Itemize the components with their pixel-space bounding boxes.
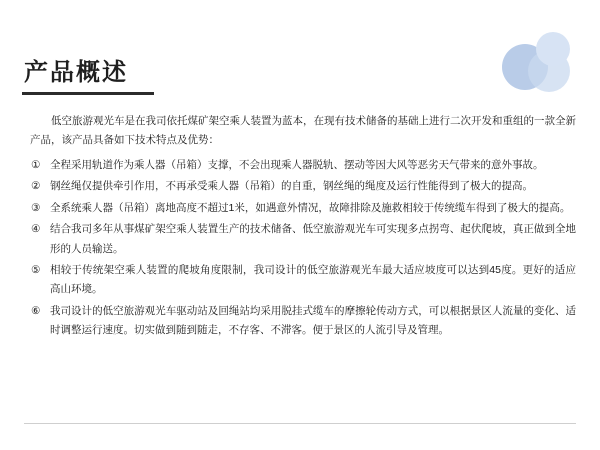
page-title: 产品概述: [24, 58, 128, 86]
slide-body: [30, 112, 576, 343]
list-item-text: 结合我司多年从事煤矿架空乘人装置生产的技术储备、低空旅游观光车可实现多点拐弯、起伏爬坡，真正做到全地形的人员输送。: [50, 223, 576, 255]
list-item-marker: ⑥: [31, 304, 41, 317]
list-item-marker: ②: [31, 180, 41, 193]
list-item-marker: ①: [31, 158, 41, 171]
circle-overlap-icon: [528, 50, 570, 92]
decorative-circles: [480, 0, 600, 120]
list-item: [30, 220, 576, 259]
list-item: [30, 156, 576, 175]
list-item: [30, 199, 576, 218]
circle-secondary-icon: [536, 32, 570, 66]
list-item-marker: ④: [31, 223, 41, 236]
list-item-marker: ③: [31, 201, 41, 214]
list-item: [30, 177, 576, 196]
list-item-text: 相较于传统架空乘人装置的爬坡角度限制，我司设计的低空旅游观光车最大适应坡度可以达到45度。更好的适应高山环境。: [50, 263, 576, 296]
list-item: [30, 261, 576, 300]
list-item-text: 全程采用轨道作为乘人器（吊箱）支撑，不会出现乘人器脱轨、摆动等因大风等恶劣天气带来的意外事故。: [50, 158, 544, 171]
circle-primary-icon: [502, 44, 548, 90]
list-item-marker: ⑤: [31, 263, 41, 276]
list-item: [30, 302, 576, 341]
intro-paragraph: 低空旅游观光车是在我司依托煤矿架空乘人装置为蓝本，在现有技术储备的基础上进行二次开发和重组的一款全新产品，该产品具备如下技术特点及优势：: [30, 115, 576, 147]
list-item-text: 钢丝绳仅提供牵引作用，不再承受乘人器（吊箱）的自重，钢丝绳的绳度及运行性能得到了极大的提高。: [50, 180, 533, 193]
footer-divider: [24, 423, 576, 424]
list-item-text: 全系统乘人器（吊箱）离地高度不超过1米，如遇意外情况，故障排除及施救相较于传统缆车得到了极大的提高。: [50, 201, 571, 214]
title-underline: [22, 92, 154, 95]
list-item-text: 我司设计的低空旅游观光车驱动站及回绳站均采用脱挂式缆车的摩擦轮传动方式，可以根据景区人流量的变化、适时调整运行速度。切实做到随到随走，不存客、不滞客。便于景区的人流引导及管理。: [50, 304, 576, 337]
feature-list: [30, 156, 576, 341]
